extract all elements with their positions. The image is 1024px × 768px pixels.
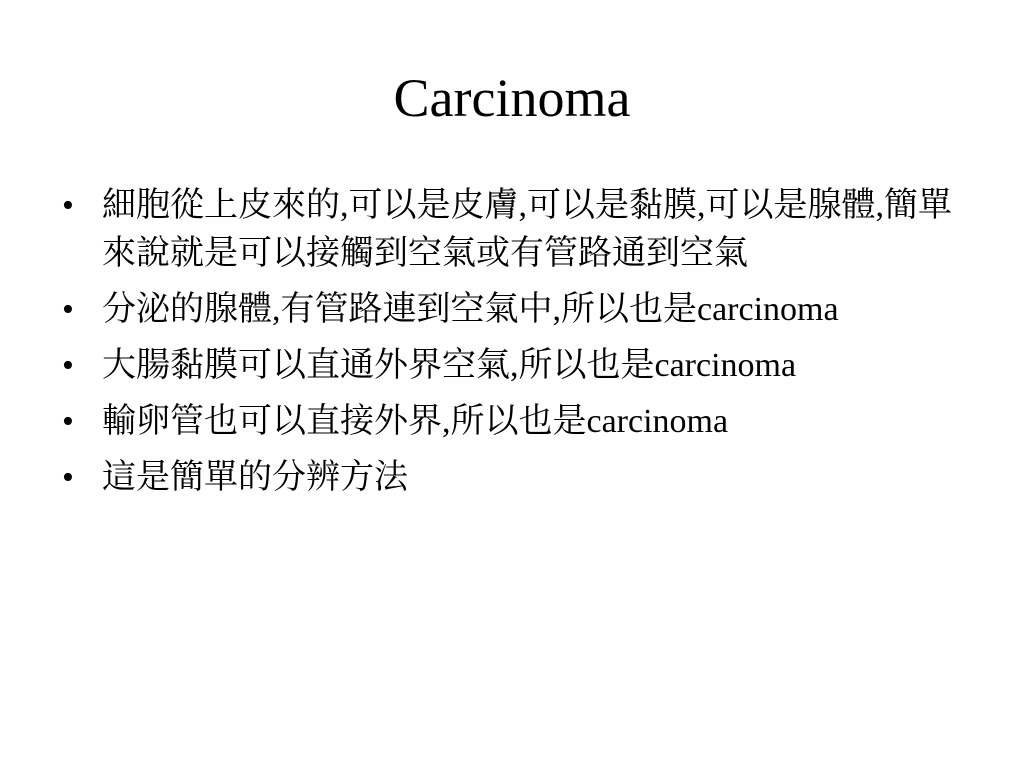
bullet-text: 細胞從上皮來的,可以是皮膚,可以是黏膜,可以是腺體,簡單來說就是可以接觸到空氣或有管路通到空氣 <box>102 187 952 272</box>
bullet-item <box>62 454 962 502</box>
bullet-dot-icon: • <box>62 347 74 384</box>
bullet-text: 輸卵管也可以直接外界,所以也是carcinoma <box>102 403 729 440</box>
bullet-dot-icon: • <box>62 459 74 496</box>
bullet-text: 分泌的腺體,有管路連到空氣中,所以也是carcinoma <box>102 291 839 328</box>
bullet-item <box>62 342 962 390</box>
bullet-dot-icon: • <box>62 187 74 224</box>
bullet-text: 這是簡單的分辨方法 <box>102 459 408 496</box>
bullet-list <box>62 182 962 510</box>
bullet-dot-icon: • <box>62 291 74 328</box>
bullet-item <box>62 286 962 334</box>
bullet-dot-icon: • <box>62 403 74 440</box>
slide-title: Carcinoma <box>393 68 631 128</box>
bullet-item <box>62 182 962 278</box>
bullet-item <box>62 398 962 446</box>
bullet-text: 大腸黏膜可以直通外界空氣,所以也是carcinoma <box>102 347 797 384</box>
